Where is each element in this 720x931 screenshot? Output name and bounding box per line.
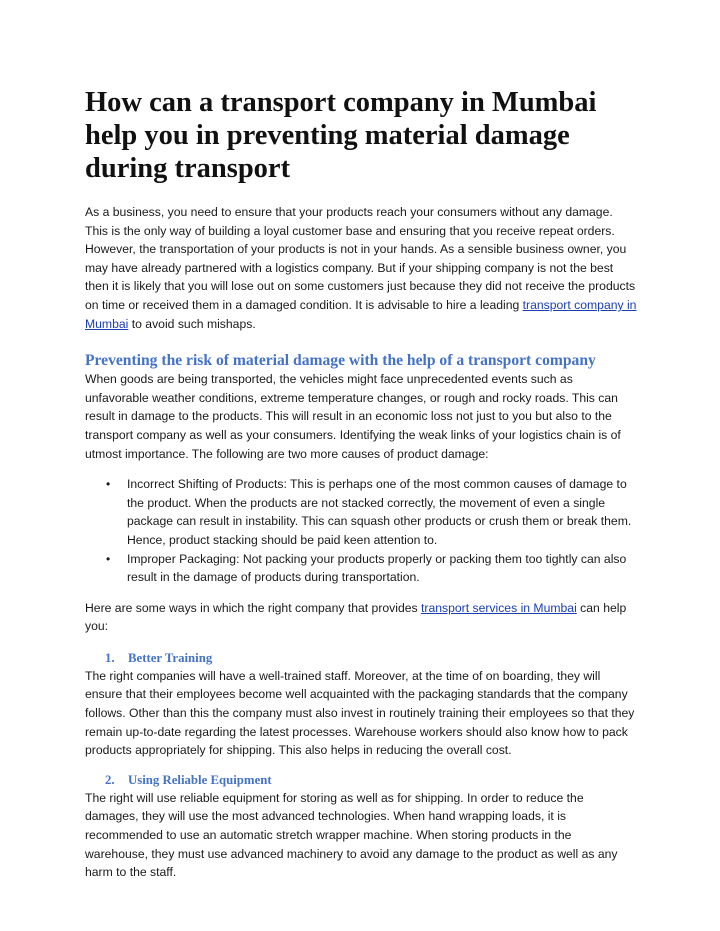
numbered-section <box>85 772 637 882</box>
item-number: 1. <box>105 650 115 665</box>
ways-text-after: can help you: <box>85 600 627 634</box>
numbered-paragraph: The right will use reliable equipment for storing as well as for shipping. In order to reduce the damages, they will use the most advanced technologies. When hand wrapping loads, it is recommended to use an automatic stretch wrapper machine. When storing products in the warehouse, they must use advanced machinery to avoid any damage to the product as well as any harm to the staff. <box>85 790 618 880</box>
causes-list <box>85 475 637 587</box>
ways-text-before: Here are some ways in which the right company that provides <box>85 600 421 615</box>
list-item-text: Improper Packaging: Not packing your products properly or packing them too tightly can also result in the damage of products during transportation. <box>127 551 627 585</box>
list-item-text: Incorrect Shifting of Products: This is perhaps one of the most common causes of damage to the product. When the products are not stacked correctly, the movement of even a single package can result in instability. This can squash other products or crush them or break them. Hence, product stacking should be paid keen attention to. <box>127 477 632 547</box>
numbered-paragraph: The right companies will have a well-trained staff. Moreover, at the time of on boarding, they will ensure that their employees become well acquainted with the packaging standards that the company follows. Other than this the company must also invest in routinely training their employees so that they remain up-to-date regarding the latest processes. Warehouse workers should also know how to pack products appropriately for shipping. This also helps in reducing the overall cost. <box>85 668 635 758</box>
document-page <box>85 86 637 894</box>
section-heading: Preventing the risk of material damage with the help of a transport company <box>85 352 596 370</box>
bullet-icon: • <box>106 477 111 492</box>
numbered-heading-text: Using Reliable Equipment <box>128 772 272 787</box>
item-number: 2. <box>105 772 115 787</box>
numbered-heading <box>85 650 637 667</box>
numbered-heading <box>85 772 637 789</box>
list-item <box>106 475 637 549</box>
page-title: How can a transport company in Mumbai help you in preventing material damage during transport <box>85 87 597 184</box>
numbered-heading-text: Better Training <box>128 650 213 665</box>
bullet-icon: • <box>106 551 111 566</box>
section-paragraph: When goods are being transported, the vehicles might face unprecedented events such as unfavorable weather conditions, extreme temperature changes, or rough and rocky roads. This can result in damage to the products. This will result in an economic loss not just to you but also to the transport company as well as your consumers. Identifying the weak links of your logistics chain is of utmost importance. The following are two more causes of product damage: <box>85 372 621 461</box>
transport-company-link[interactable]: transport company in Mumbai <box>85 297 637 331</box>
intro-text-after: to avoid such mishaps. <box>128 316 256 331</box>
intro-paragraph <box>85 203 637 333</box>
numbered-section <box>85 650 637 760</box>
list-item <box>106 550 637 587</box>
intro-text-before: As a business, you need to ensure that your products reach your consumers without any damage. This is the only way of building a loyal customer base and ensuring that you receive repeat orders. However, the transportation of your products is not in your hands. As a sensible business owner, you may have already partnered with a logistics company. But if your shipping company is not the best then it is likely that you will lose out on some customers just because they did not receive the products on time or received them in a damaged condition. It is advisable to hire a leading <box>85 205 636 312</box>
transport-services-link[interactable]: transport services in Mumbai <box>421 600 577 615</box>
ways-paragraph <box>85 599 637 636</box>
